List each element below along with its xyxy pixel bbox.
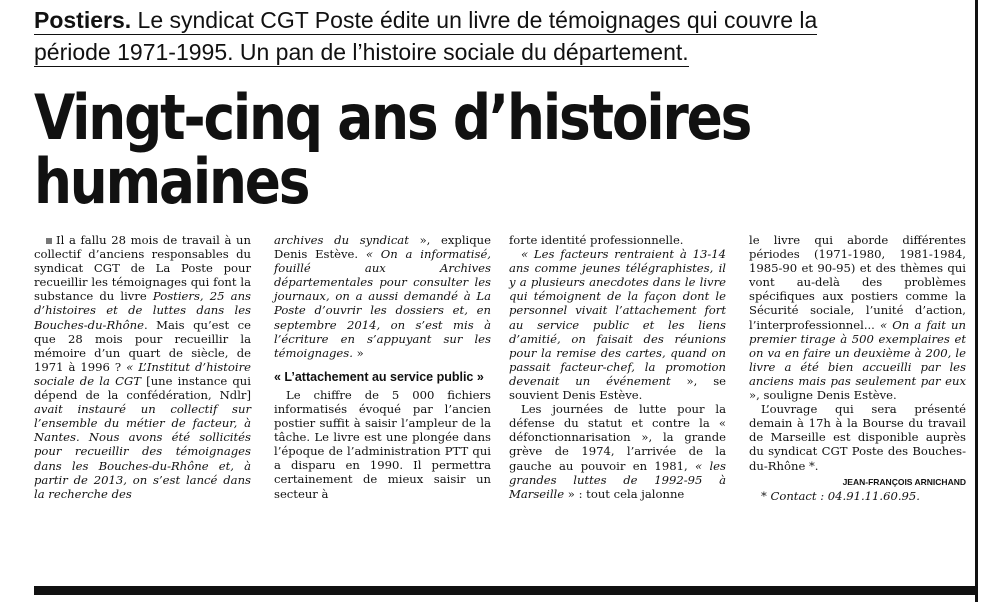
kicker-line-2: période 1971-1995. Un pan de l’histoire sociale du département. xyxy=(34,39,689,65)
col3-quote-b: « les grandes luttes de 1992-95 à Marseille xyxy=(509,458,726,501)
headline-line-1: Vingt-cinq ans d’histoires xyxy=(34,81,751,154)
col2-text-b: », explique Denis Estève. xyxy=(274,233,492,262)
col2-text-d: » xyxy=(352,345,364,360)
byline: JEAN-FRANÇOIS ARNICHAND xyxy=(842,476,966,487)
kicker-label: Postiers. xyxy=(34,7,132,33)
col2-quote-a: archives du syndicat xyxy=(274,233,409,247)
bottom-rule xyxy=(34,586,975,595)
kicker-line-1 xyxy=(34,7,817,35)
headline-line-2: humaines xyxy=(34,145,309,218)
col3-text-a: Les journées de lutte pour la défense du statut et contre la « défonctionnarisation », la grande grève de 1974, l’arrivée de la gauche au pouvoir en 1981, xyxy=(509,402,726,473)
col1-text-e: [une instance qui dépend de la confédération, Ndlr] xyxy=(34,373,251,403)
col3-text-b: », se souvient Denis Estève. xyxy=(509,373,726,403)
col4-text-a: le livre qui aborde différentes périodes (1971-1980, 1981-1984, 1985-90 et 90-95) et des thèmes qui vont au-delà des problèmes spécifiques aux postiers comme la Sécurité sociale, l’unité d’action, l’interprofessionnel... xyxy=(749,233,966,332)
col1-text-a: Il a fallu 28 mois de travail à un collectif d’anciens responsables du syndicat CGT de La Poste pour recueillir les témoignages qui font la substance du livre xyxy=(34,233,251,304)
kicker-text-1: Le syndicat CGT Poste édite un livre de témoignages qui couvre la xyxy=(131,7,818,33)
col3-quote: « Les facteurs rentraient à 13-14 ans comme jeunes télégraphistes, il y a plusieurs anecdotes dans le livre qui témoignent de la façon dont le personnel vivait l’attachement fort au service public et les liens d’amitié, on faisait des réunions pour la remise des cartes, quand on passait facteur-chef, la promotion devenait un événement xyxy=(509,247,726,388)
col1-quote-b: avait instauré un collectif sur l’ensemble du métier de facteur, à Nantes. Nous avons été sollicités pour recueillir des témoignages dans les Bouches-du-Rhône et, à partir de 2013, on s’est lancé dans la recherche des xyxy=(34,402,251,501)
col4-paragraph-2: L’ouvrage qui sera présenté demain à 17h à la Bourse du travail de Marseille est disponible auprès du syndicat CGT Poste des Bouches-du-Rhône *. xyxy=(749,402,966,473)
article-column-1 xyxy=(34,233,251,501)
article-column-2 xyxy=(274,233,491,501)
col2-quote-c: « On a informatisé, fouillé aux Archives départementales pour consulter les journaux, on a aussi demandé à La Poste d’ouvrir les dossiers et, en septembre 2014, on s’est mis à l’écriture en s’appuyant sur les témoignages. xyxy=(274,247,491,360)
page-edge-rule xyxy=(975,0,978,602)
col4-text-c: », souligne Denis Estève. xyxy=(749,388,897,403)
col3-paragraph-1: forte identité professionnelle. xyxy=(509,233,684,247)
contact-line: * Contact : 04.91.11.60.95. xyxy=(761,488,920,503)
headline xyxy=(34,81,834,218)
col4-quote: « On a fait un premier tirage à 500 exemplaires et on va en faire un deuxième à 200, le livre a été bien accueilli par les anciens mais pas seulement par eux xyxy=(749,317,966,388)
col1-text-c: . Mais qu’est ce que 28 mois pour recueillir la mémoire d’un quart de siècle, de 1971 à 1996 ? xyxy=(34,317,251,374)
col1-quote-a: « L’Institut d’histoire sociale de la CGT xyxy=(34,359,251,388)
paragraph-square-icon xyxy=(46,238,52,244)
article-column-4 xyxy=(749,233,966,503)
col3-text-c: » : tout cela jalonne xyxy=(564,486,685,501)
kicker xyxy=(34,4,934,68)
subheading: « L’attachement au service public » xyxy=(274,369,484,384)
article-column-3 xyxy=(509,233,726,501)
book-title: Postiers, 25 ans d’histoires et de luttes dans les Bouches-du-Rhône xyxy=(34,289,251,332)
col2-paragraph-2: Le chiffre de 5 000 fichiers informatisés évoqué par l’ancien postier suffit à saisir l’ampleur de la tâche. Le livre est une plongée dans l’époque de l’administration PTT qui a disparu en 1990. Il permettra certainement de mieux saisir un secteur à xyxy=(274,387,491,501)
